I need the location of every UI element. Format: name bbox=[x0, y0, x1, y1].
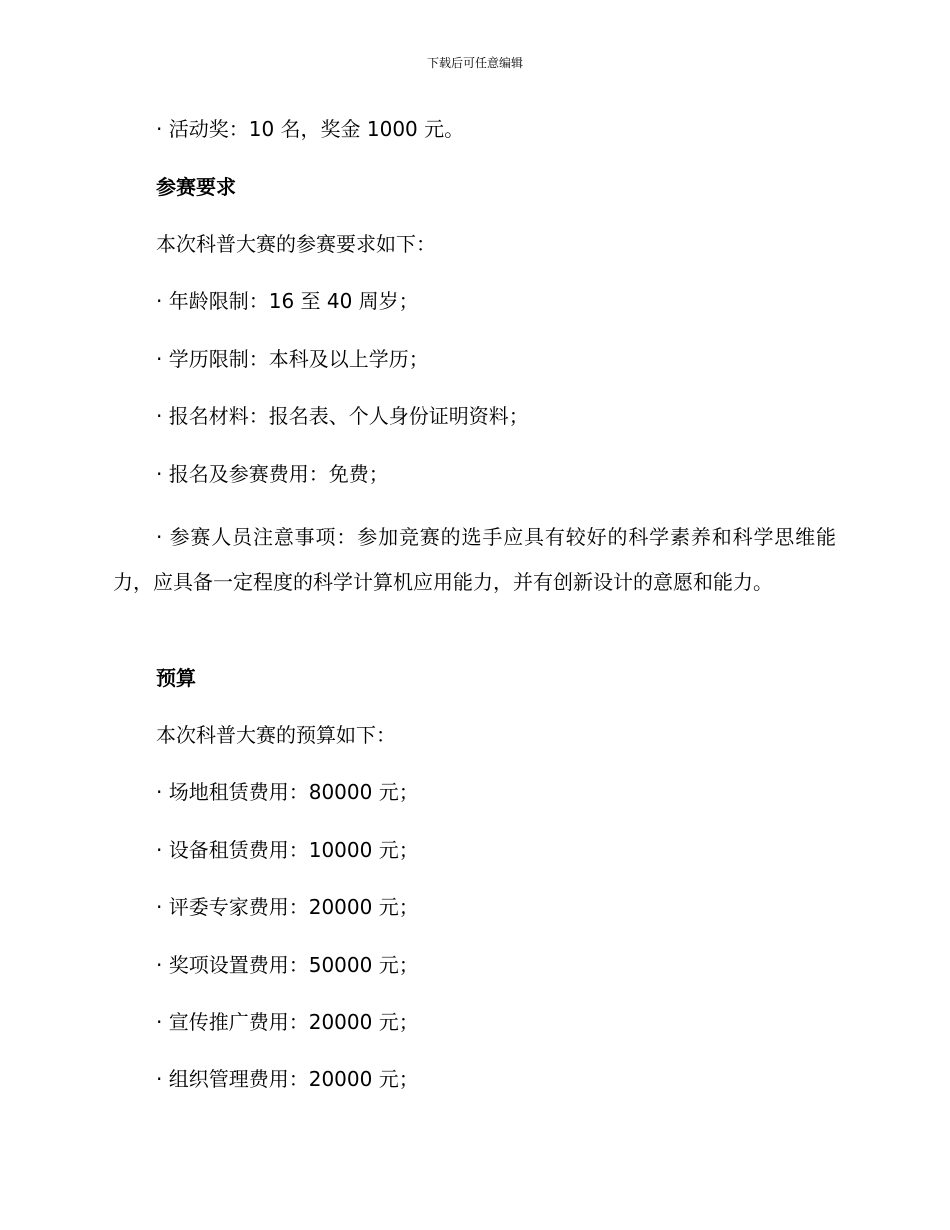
requirement-item: · 年龄限制：16 至 40 周岁； bbox=[156, 289, 419, 313]
budget-item: · 场地租赁费用：80000 元； bbox=[156, 780, 419, 804]
budget-item: · 奖项设置费用：50000 元； bbox=[156, 953, 419, 977]
budget-item: · 组织管理费用：20000 元； bbox=[156, 1067, 419, 1091]
award-line: · 活动奖：10 名，奖金 1000 元。 bbox=[156, 117, 465, 141]
budget-item: · 宣传推广费用：20000 元； bbox=[156, 1010, 419, 1034]
requirements-note-paragraph: · 参赛人员注意事项：参加竞赛的选手应具有较好的科学素养和科学思维能力，应具备一定程度的科学计算机应用能力，并有创新设计的意愿和能力。 bbox=[113, 525, 836, 594]
requirement-item: · 报名材料：报名表、个人身份证明资料； bbox=[156, 404, 529, 428]
budget-heading: 预算 bbox=[156, 666, 196, 690]
budget-item: · 评委专家费用：20000 元； bbox=[156, 895, 419, 919]
requirements-heading: 参赛要求 bbox=[156, 175, 236, 199]
requirement-item: · 学历限制：本科及以上学历； bbox=[156, 347, 429, 371]
budget-intro: 本次科普大赛的预算如下： bbox=[156, 723, 396, 747]
requirements-intro: 本次科普大赛的参赛要求如下： bbox=[156, 232, 436, 256]
budget-item: · 设备租赁费用：10000 元； bbox=[156, 838, 419, 862]
requirement-item: · 报名及参赛费用：免费； bbox=[156, 462, 389, 486]
header-note: 下载后可任意编辑 bbox=[426, 56, 523, 70]
